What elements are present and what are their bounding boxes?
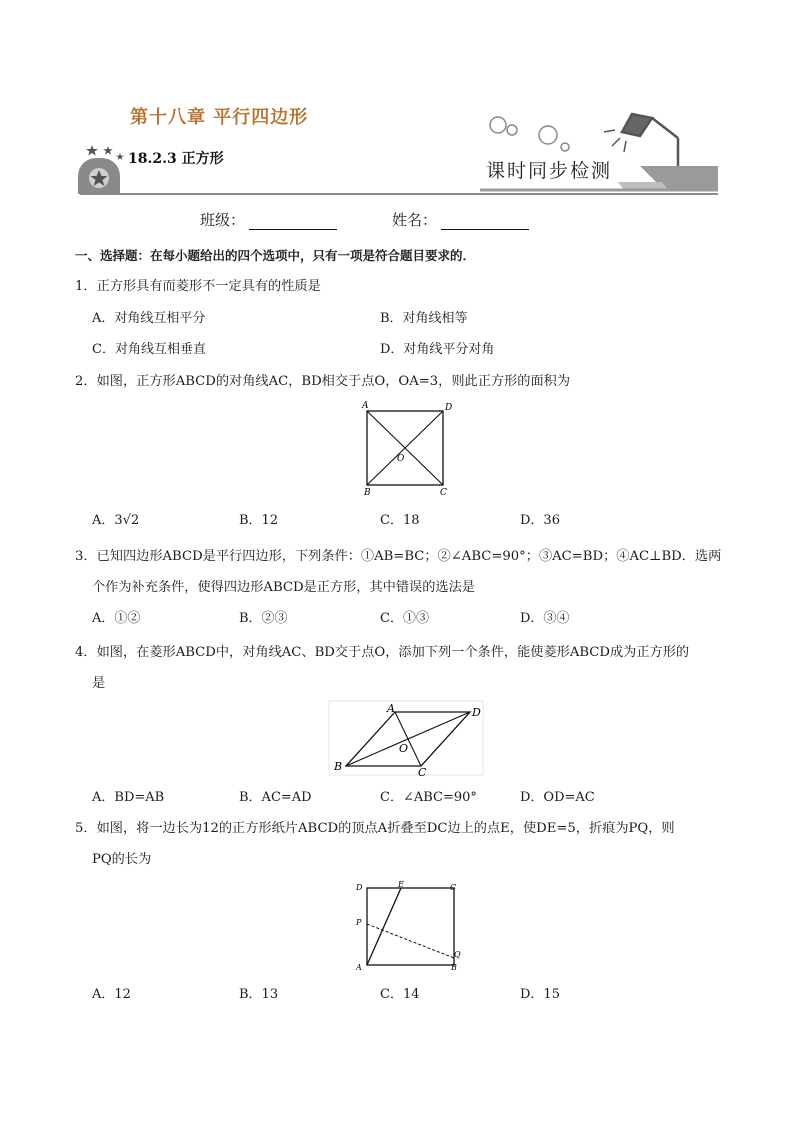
instructions: 一、选择题：在每小题给出的四个选项中，只有一项是符合题目要求的． bbox=[75, 248, 476, 263]
question-4-stem-line-1: 4．如图，在菱形ABCD中，对角线AC、BD交于点O，添加下列一个条件，能使菱形ABCD成为正方形的 bbox=[75, 645, 690, 660]
banner-text: 课时同步检测 bbox=[486, 160, 613, 182]
q4-option-c[interactable]: C．∠ABC=90° bbox=[380, 790, 477, 805]
q4-rhombus-figure bbox=[328, 700, 488, 780]
label-c: C bbox=[418, 766, 427, 779]
name-blank[interactable] bbox=[441, 215, 529, 230]
q4-option-a[interactable]: A．BD=AB bbox=[92, 790, 165, 805]
name-field[interactable] bbox=[392, 209, 529, 230]
question-4-stem-line-2: 是 bbox=[92, 676, 106, 691]
label-b: B bbox=[334, 760, 343, 773]
q5-option-a[interactable]: A．12 bbox=[92, 987, 131, 1002]
q2-square-figure bbox=[356, 396, 456, 500]
q5-fold-figure bbox=[350, 878, 470, 976]
q3-option-b[interactable]: B．②③ bbox=[239, 611, 288, 626]
header-decoration bbox=[0, 0, 794, 200]
label-d: D bbox=[356, 883, 363, 892]
class-blank[interactable] bbox=[249, 215, 337, 230]
q2-option-b[interactable]: B．12 bbox=[239, 513, 279, 528]
label-o: O bbox=[399, 742, 409, 755]
q2-option-c[interactable]: C．18 bbox=[380, 513, 420, 528]
label-c: C bbox=[440, 488, 447, 498]
q1-option-c[interactable]: C．对角线互相垂直 bbox=[92, 342, 206, 357]
label-e: E bbox=[398, 880, 404, 889]
label-o: O bbox=[397, 454, 405, 464]
question-3-stem-line-1: 3．已知四边形ABCD是平行四边形，下列条件：①AB=BC；②∠ABC=90°；③AC=BD；④AC⊥BD．选两 bbox=[75, 549, 722, 564]
bubbles-icon bbox=[490, 117, 569, 151]
fold-line-pq bbox=[367, 924, 454, 958]
q1-option-a[interactable]: A．对角线互相平分 bbox=[92, 311, 206, 326]
label-d: D bbox=[445, 403, 453, 413]
q1-option-d[interactable]: D．对角线平分对角 bbox=[380, 342, 495, 357]
diagonal-bd bbox=[346, 712, 470, 766]
q2-option-a[interactable]: A．3√2 bbox=[92, 513, 140, 528]
question-5-stem-line-1: 5．如图，将一边长为12的正方形纸片ABCD的顶点A折叠至DC边上的点E，使DE=5，折痕为PQ，则 bbox=[75, 821, 675, 836]
question-1-stem: 1．正方形具有而菱形不一定具有的性质是 bbox=[75, 279, 321, 294]
label-d: D bbox=[472, 706, 481, 719]
q4-option-d[interactable]: D．OD=AC bbox=[520, 790, 595, 805]
label-p: P bbox=[356, 918, 362, 927]
square-outline bbox=[367, 888, 454, 965]
q5-option-c[interactable]: C．14 bbox=[380, 987, 420, 1002]
q3-option-d[interactable]: D．③④ bbox=[520, 611, 570, 626]
name-label: 姓名： bbox=[392, 211, 438, 229]
chapter-title: 第十八章 平行四边形 bbox=[130, 107, 309, 128]
section-title: 18.2.3 正方形 bbox=[128, 151, 224, 167]
question-5-stem-line-2: PQ的长为 bbox=[92, 852, 152, 867]
q3-option-a[interactable]: A．①② bbox=[92, 611, 141, 626]
label-b: B bbox=[451, 963, 457, 972]
label-c: C bbox=[450, 883, 457, 892]
label-q: Q bbox=[454, 950, 461, 959]
q5-option-d[interactable]: D．15 bbox=[520, 987, 560, 1002]
desk-lamp-icon bbox=[604, 114, 678, 166]
question-3-stem-line-2: 个作为补充条件，使得四边形ABCD是正方形，其中错误的选法是 bbox=[92, 580, 475, 595]
q4-option-b[interactable]: B．AC=AD bbox=[239, 790, 312, 805]
q3-option-c[interactable]: C．①③ bbox=[380, 611, 429, 626]
question-2-stem: 2．如图，正方形ABCD的对角线AC，BD相交于点O，OA=3，则此正方形的面积为 bbox=[75, 374, 571, 389]
label-b: B bbox=[364, 488, 371, 498]
label-a: A bbox=[356, 963, 362, 972]
q2-option-d[interactable]: D．36 bbox=[520, 513, 560, 528]
label-a: A bbox=[387, 702, 395, 715]
class-field[interactable] bbox=[200, 209, 337, 230]
star-badge-icon bbox=[78, 145, 124, 194]
q5-option-b[interactable]: B．13 bbox=[239, 987, 279, 1002]
label-a: A bbox=[362, 401, 369, 411]
class-label: 班级： bbox=[200, 211, 246, 229]
q1-option-b[interactable]: B．对角线相等 bbox=[380, 311, 468, 326]
